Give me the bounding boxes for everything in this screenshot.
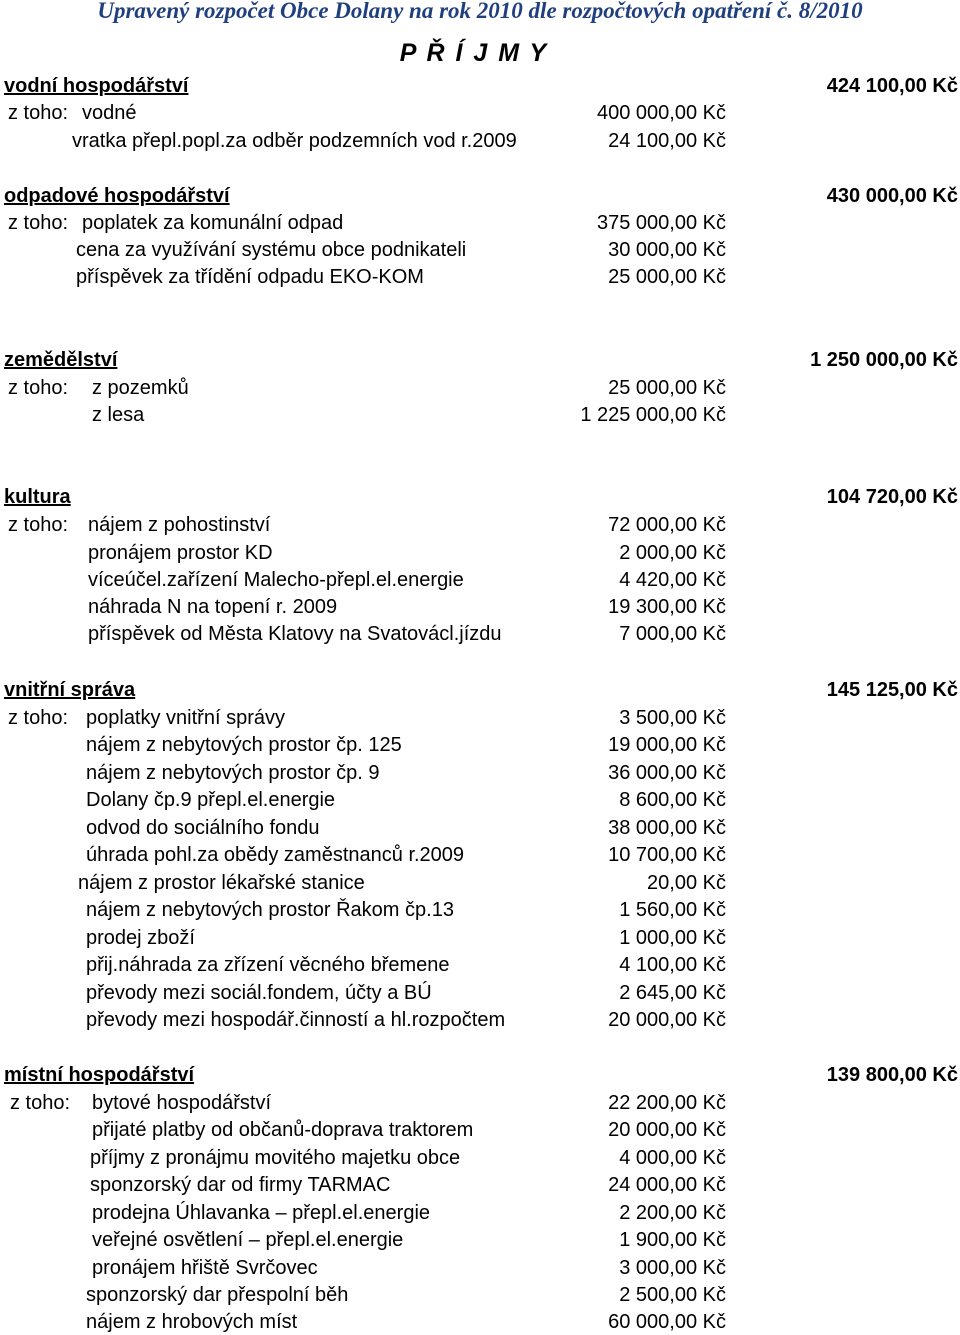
item-amount: 36 000,00 Kč xyxy=(608,762,726,784)
item-amount: 1 225 000,00 Kč xyxy=(580,404,726,426)
item-amount: 22 200,00 Kč xyxy=(608,1092,726,1114)
item-prefix: z toho: xyxy=(8,514,69,536)
section-heading: zemědělství xyxy=(4,349,118,371)
section-total: 104 720,00 Kč xyxy=(826,486,958,508)
item-label: veřejné osvětlení – přepl.el.energie xyxy=(92,1229,404,1251)
item-amount: 2 645,00 Kč xyxy=(619,982,726,1004)
item-amount: 24 000,00 Kč xyxy=(608,1174,726,1196)
item-amount: 72 000,00 Kč xyxy=(608,514,726,536)
item-label: vodné xyxy=(82,102,137,124)
item-label: úhrada pohl.za obědy zaměstnanců r.2009 xyxy=(86,844,465,866)
item-amount: 24 100,00 Kč xyxy=(608,130,726,152)
item-amount: 20,00 Kč xyxy=(647,872,726,894)
item-amount: 3 500,00 Kč xyxy=(619,707,726,729)
item-label: nájem z nebytových prostor Řakom čp.13 xyxy=(86,899,454,921)
item-amount: 38 000,00 Kč xyxy=(608,817,726,839)
section-heading: vnitřní správa xyxy=(4,679,136,701)
item-amount: 25 000,00 Kč xyxy=(608,266,726,288)
item-amount: 3 000,00 Kč xyxy=(619,1257,726,1279)
item-label: nájem z nebytových prostor čp. 9 xyxy=(86,762,380,784)
item-label: z lesa xyxy=(92,404,145,426)
item-label: poplatek za komunální odpad xyxy=(82,212,344,234)
item-label: nájem z pohostinství xyxy=(88,514,271,536)
item-label: přij.náhrada za zřízení věcného břemene xyxy=(86,954,450,976)
item-amount: 8 600,00 Kč xyxy=(619,789,726,811)
item-prefix: z toho: xyxy=(8,102,69,124)
item-amount: 2 000,00 Kč xyxy=(619,542,726,564)
item-label: příjmy z pronájmu movitého majetku obce xyxy=(90,1147,461,1169)
section-total: 145 125,00 Kč xyxy=(826,679,958,701)
item-amount: 1 000,00 Kč xyxy=(619,927,726,949)
item-label: z pozemků xyxy=(92,377,189,399)
item-label: cena za využívání systému obce podnikateli xyxy=(76,239,467,261)
item-label: nájem z nebytových prostor čp. 125 xyxy=(86,734,402,756)
item-amount: 2 500,00 Kč xyxy=(619,1284,726,1306)
document-title: Upravený rozpočet Obce Dolany na rok 2010 dle rozpočtových opatření č. 8/2010 xyxy=(97,0,863,23)
item-label: prodejna Úhlavanka – přepl.el.energie xyxy=(92,1202,431,1224)
item-label: vratka přepl.popl.za odběr podzemních vod r.2009 xyxy=(72,130,517,152)
item-amount: 25 000,00 Kč xyxy=(608,377,726,399)
item-amount: 20 000,00 Kč xyxy=(608,1009,726,1031)
item-label: Dolany čp.9 přepl.el.energie xyxy=(86,789,336,811)
item-label: bytové hospodářství xyxy=(92,1092,271,1114)
item-label: víceúčel.zařízení Malecho-přepl.el.energie xyxy=(88,569,464,591)
item-label: převody mezi sociál.fondem, účty a BÚ xyxy=(86,982,432,1004)
item-amount: 20 000,00 Kč xyxy=(608,1119,726,1141)
item-amount: 4 000,00 Kč xyxy=(619,1147,726,1169)
section-total: 1 250 000,00 Kč xyxy=(810,349,958,371)
item-prefix: z toho: xyxy=(8,377,69,399)
section-heading: místní hospodářství xyxy=(4,1064,195,1086)
item-amount: 1 900,00 Kč xyxy=(619,1229,726,1251)
item-amount: 2 200,00 Kč xyxy=(619,1202,726,1224)
item-amount: 10 700,00 Kč xyxy=(608,844,726,866)
item-label: převody mezi hospodář.činností a hl.rozpočtem xyxy=(86,1009,506,1031)
item-label: nájem z hrobových míst xyxy=(86,1311,298,1333)
item-amount: 60 000,00 Kč xyxy=(608,1311,726,1333)
item-label: přijaté platby od občanů-doprava traktorem xyxy=(92,1119,474,1141)
item-label: poplatky vnitřní správy xyxy=(86,707,285,729)
section-heading: vodní hospodářství xyxy=(4,75,189,97)
item-label: příspěvek od Města Klatovy na Svatovácl.jízdu xyxy=(88,623,502,645)
item-amount: 1 560,00 Kč xyxy=(619,899,726,921)
item-amount: 30 000,00 Kč xyxy=(608,239,726,261)
item-label: odvod do sociálního fondu xyxy=(86,817,320,839)
item-label: sponzorský dar od firmy TARMAC xyxy=(90,1174,391,1196)
item-label: prodej zboží xyxy=(86,927,195,949)
section-total: 424 100,00 Kč xyxy=(826,75,958,97)
section-heading: odpadové hospodářství xyxy=(4,185,230,207)
section-total: 139 800,00 Kč xyxy=(826,1064,958,1086)
document-subtitle: P Ř Í J M Y xyxy=(399,39,549,67)
item-prefix: z toho: xyxy=(10,1092,71,1114)
item-amount: 19 000,00 Kč xyxy=(608,734,726,756)
item-label: sponzorský dar přespolní běh xyxy=(86,1284,349,1306)
item-amount: 4 420,00 Kč xyxy=(619,569,726,591)
item-label: náhrada N na topení r. 2009 xyxy=(88,596,338,618)
item-amount: 4 100,00 Kč xyxy=(619,954,726,976)
item-prefix: z toho: xyxy=(8,707,69,729)
item-prefix: z toho: xyxy=(8,212,69,234)
section-heading: kultura xyxy=(4,486,71,508)
item-label: nájem z prostor lékařské stanice xyxy=(78,872,365,894)
section-total: 430 000,00 Kč xyxy=(826,185,958,207)
item-label: příspěvek za třídění odpadu EKO-KOM xyxy=(76,266,424,288)
item-amount: 400 000,00 Kč xyxy=(597,102,726,124)
item-label: pronájem hřiště Svrčovec xyxy=(92,1257,318,1279)
item-amount: 375 000,00 Kč xyxy=(597,212,726,234)
item-label: pronájem prostor KD xyxy=(88,542,273,564)
item-amount: 19 300,00 Kč xyxy=(608,596,726,618)
item-amount: 7 000,00 Kč xyxy=(619,623,726,645)
